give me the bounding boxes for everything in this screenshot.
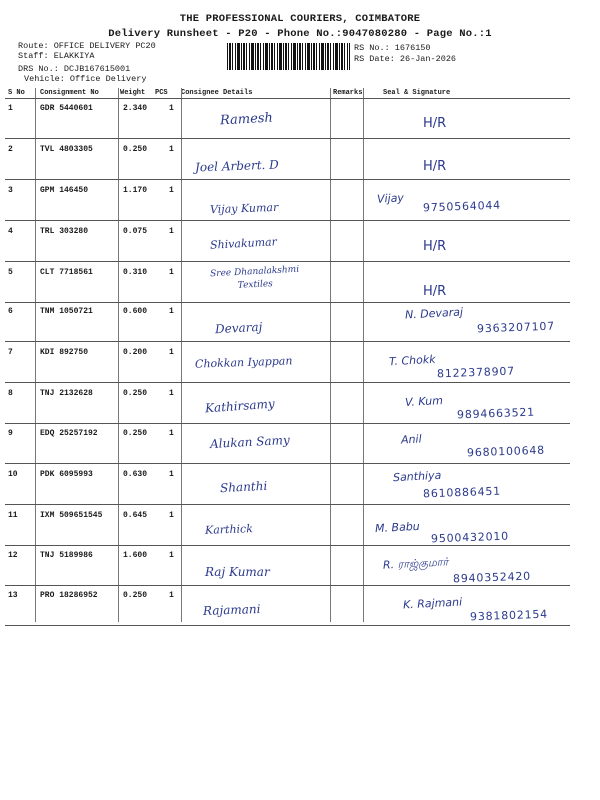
row-weight: 0.075 — [123, 227, 148, 236]
row-pieces: 1 — [169, 227, 174, 236]
row-signature: Vijay — [376, 191, 405, 206]
row-pieces: 1 — [169, 348, 174, 357]
barcode-graphic — [227, 43, 350, 70]
row-weight: 0.250 — [123, 429, 148, 438]
row-weight: 1.600 — [123, 551, 148, 560]
row-serial-number: 1 — [8, 104, 13, 113]
row-serial-number: 7 — [8, 348, 13, 357]
row-serial-number: 8 — [8, 389, 13, 398]
row-weight: 0.600 — [123, 307, 148, 316]
row-pieces: 1 — [169, 429, 174, 438]
row-weight: 0.630 — [123, 470, 148, 479]
row-signature: N. Devaraj — [404, 305, 464, 322]
row-pieces: 1 — [169, 145, 174, 154]
row-phone-handwritten: 8940352420 — [452, 569, 532, 586]
row-consignee-handwritten: Ramesh — [219, 110, 274, 129]
table-row — [5, 98, 570, 138]
row-consignment-number: EDQ 25257192 — [40, 429, 98, 438]
row-pieces: 1 — [169, 551, 174, 560]
row-phone-handwritten: 9500432010 — [430, 529, 510, 546]
row-serial-number: 2 — [8, 145, 13, 154]
row-serial-number: 3 — [8, 186, 13, 195]
row-consignment-number: IXM 509651545 — [40, 511, 103, 520]
row-consignee-handwritten: Joel Arbert. D — [194, 157, 280, 175]
header-divider — [5, 98, 570, 99]
col-header-seal: Seal & Signature — [383, 89, 451, 97]
row-weight: 0.250 — [123, 145, 148, 154]
route-label: Route: OFFICE DELIVERY PC20 — [18, 41, 156, 51]
row-pieces: 1 — [169, 511, 174, 520]
row-consignee-handwritten: Vijay Kumar — [209, 200, 279, 217]
rs-number: RS No.: 1676150 — [354, 43, 431, 53]
row-weight: 0.310 — [123, 268, 148, 277]
table-row — [5, 139, 570, 179]
col-header-consignee: Consignee Details — [181, 89, 253, 97]
row-signature: V. Kum — [404, 394, 444, 409]
row-consignee-handwritten: Chokkan Iyappan — [194, 354, 293, 371]
row-signature: Anil — [400, 432, 422, 447]
table-row — [5, 585, 570, 625]
row-pieces: 1 — [169, 104, 174, 113]
row-serial-number: 9 — [8, 429, 13, 438]
row-phone-handwritten: 9680100648 — [466, 443, 546, 460]
row-phone-handwritten: 9381802154 — [469, 607, 549, 624]
row-serial-number: 5 — [8, 268, 13, 277]
row-serial-number: 10 — [8, 470, 18, 479]
row-signature: H/R — [423, 239, 447, 254]
row-pieces: 1 — [169, 591, 174, 600]
row-serial-number: 13 — [8, 591, 18, 600]
table-row — [5, 342, 570, 382]
row-consignment-number: CLT 7718561 — [40, 268, 93, 277]
row-weight: 0.250 — [123, 591, 148, 600]
table-row — [5, 301, 570, 341]
row-consignee-handwritten: Shanthi — [219, 478, 268, 496]
runsheet-subtitle: Delivery Runsheet - P20 - Phone No.:9047080280 - Page No.:1 — [108, 28, 492, 40]
table-row — [5, 505, 570, 545]
row-weight: 0.200 — [123, 348, 148, 357]
staff-label: Staff: ELAKKIYA — [18, 51, 95, 61]
row-signature: H/R — [423, 284, 447, 299]
table-row — [5, 221, 570, 261]
row-consignee-handwritten: Devaraj — [214, 319, 263, 337]
col-header-remarks: Remarks — [333, 89, 363, 97]
row-phone-handwritten: 8610886451 — [422, 484, 502, 501]
row-signature: R. ராஜ்குமார் — [382, 555, 449, 572]
row-consignment-number: TNM 1050721 — [40, 307, 93, 316]
row-consignment-number: KDI 892750 — [40, 348, 89, 357]
runsheet-table — [5, 88, 570, 622]
row-signature: Santhiya — [392, 468, 442, 485]
row-consignee-handwritten: Alukan Samy — [209, 432, 291, 452]
row-pieces: 1 — [169, 307, 174, 316]
row-phone-handwritten: 9750564044 — [422, 198, 502, 215]
row-weight: 0.250 — [123, 389, 148, 398]
table-row — [5, 464, 570, 504]
row-consignment-number: TNJ 2132628 — [40, 389, 93, 398]
col-header-sno: S No — [8, 89, 25, 97]
row-consignee-handwritten: Raj Kumar — [205, 565, 270, 579]
table-row — [5, 262, 570, 302]
row-consignment-number: GDR 5440601 — [40, 104, 93, 113]
row-signature: M. Babu — [374, 519, 421, 536]
row-pieces: 1 — [169, 186, 174, 195]
row-phone-handwritten: 9894663521 — [456, 405, 536, 422]
table-row — [5, 423, 570, 463]
row-consignment-number: TVL 4803305 — [40, 145, 93, 154]
row-signature: T. Chokk — [388, 352, 436, 369]
row-weight: 1.170 — [123, 186, 148, 195]
row-pieces: 1 — [169, 470, 174, 479]
row-signature: K. Rajmani — [402, 595, 463, 612]
row-serial-number: 11 — [8, 511, 18, 520]
row-serial-number: 12 — [8, 551, 18, 560]
row-serial-number: 6 — [8, 307, 13, 316]
row-pieces: 1 — [169, 389, 174, 398]
row-consignee-handwritten: Kathirsamy — [204, 396, 276, 416]
row-consignee-handwritten: Karthick — [204, 522, 254, 537]
row-phone-handwritten: 8122378907 — [436, 364, 516, 381]
vehicle-label: Vehicle: Office Delivery — [24, 74, 147, 84]
row-consignment-number: PDK 6095993 — [40, 470, 93, 479]
table-row — [5, 383, 570, 423]
table-row — [5, 180, 570, 220]
rs-date: RS Date: 26-Jan-2026 — [354, 54, 457, 64]
row-consignee-handwritten: Rajamani — [202, 602, 261, 618]
row-phone-handwritten: 9363207107 — [476, 319, 556, 336]
row-signature: H/R — [423, 159, 447, 174]
col-header-consignment: Consignment No — [40, 89, 99, 97]
row-pieces: 1 — [169, 268, 174, 277]
drs-number: DRS No.: DCJB167615001 — [18, 64, 131, 74]
row-consignment-number: PRO 18286952 — [40, 591, 98, 600]
table-row — [5, 545, 570, 585]
row-consignment-number: GPM 146450 — [40, 186, 89, 195]
row-signature: H/R — [423, 116, 447, 131]
row-consignment-number: TNJ 5189986 — [40, 551, 93, 560]
row-serial-number: 4 — [8, 227, 13, 236]
col-header-weight: Weight — [120, 89, 146, 97]
row-weight: 2.340 — [123, 104, 148, 113]
col-header-pcs: PCS — [155, 89, 168, 97]
company-title: THE PROFESSIONAL COURIERS, COIMBATORE — [179, 13, 421, 25]
row-weight: 0.645 — [123, 511, 148, 520]
row-consignee-handwritten: Shivakumar — [209, 235, 278, 252]
row-divider — [5, 625, 570, 626]
row-consignment-number: TRL 303280 — [40, 227, 89, 236]
row-consignee-handwritten: Sree Dhanalakshmi Textiles — [209, 264, 300, 291]
